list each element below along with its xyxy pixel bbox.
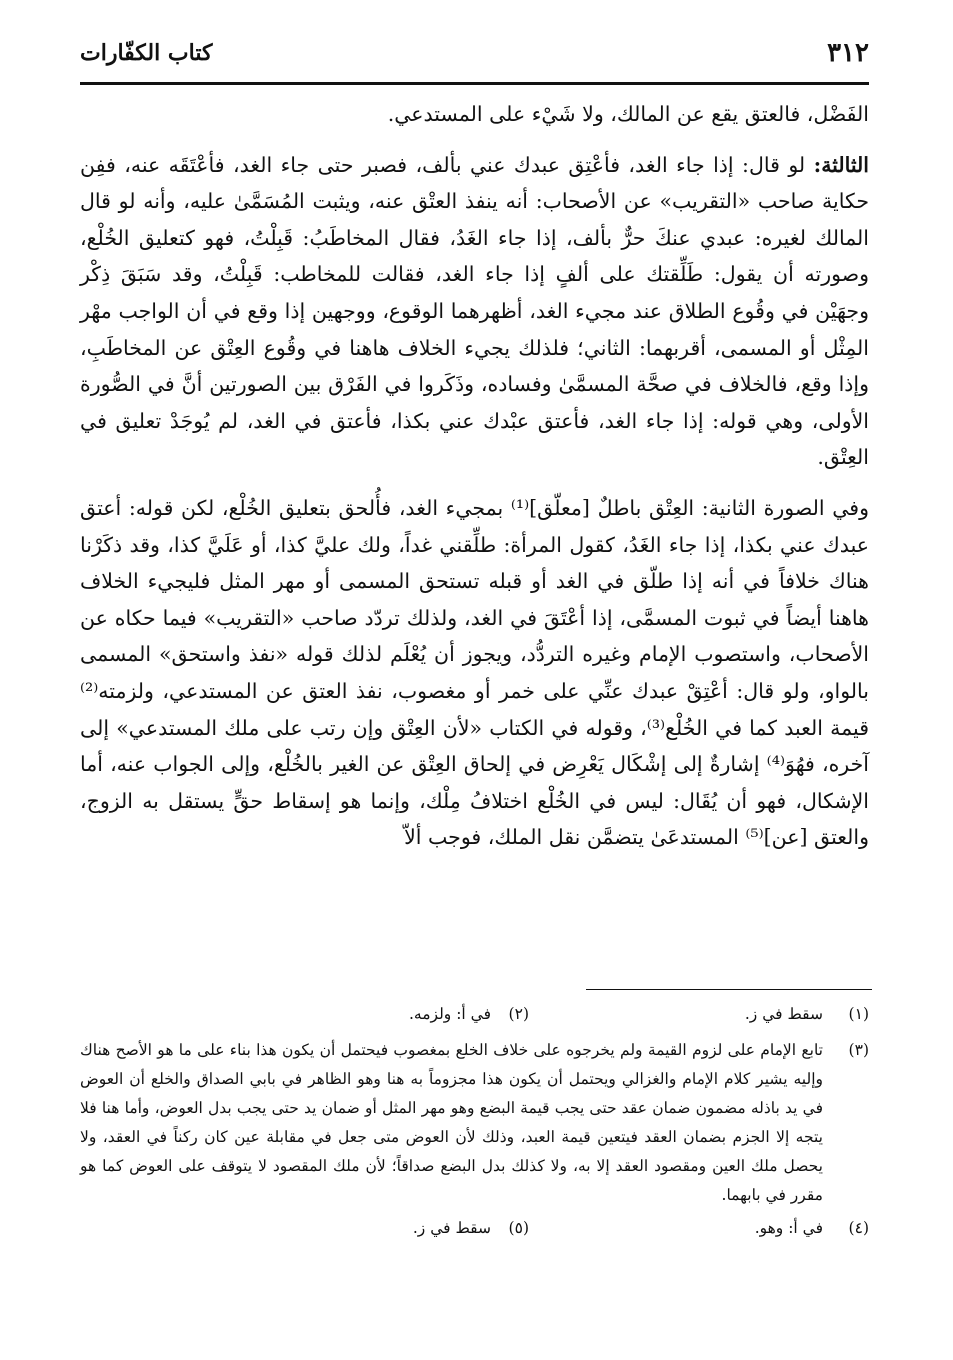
footnote-marker: (٥) (508, 1219, 529, 1237)
footnote-marker: (٤) (848, 1219, 869, 1237)
main-text (80, 96, 869, 856)
footnotes (80, 1000, 869, 1250)
footnote-marker: (٢) (508, 1005, 529, 1023)
section-lead: الثالثة: (813, 152, 869, 177)
paragraph-text: وفي الصورة الثانية: العِتْق باطلٌ [معلّق]⁽¹⁾ بمجيء الغد، فأُلحق بتعليق الخُلْع، لكن قوله: أعتق عبدك عني بكذا، إذا جاء الغَدُ، كقول المرأة: طلِّقني غداً، ولك عليَّ كذا، أو عَلَيَّ كذا، وقد ذكَرْنا هناك خلافاً في أنه إذا طلّق في الغد أو قبله تستحق المسمى أو مهر المثل فليجيء الخلاف هاهنا أيضاً في ثبوت المسمَّى، إذا أعْتَقَ في الغد، ولذلك تردّد صاحب «التقريب» فيما حكاه عن الأصحاب، واستصوب الإمام وغيره التردُّد، ويجوز أن يُعْلَم لذلك قوله «نفذ واستحق» المسمى بالواو، ولو قال: أعْتِقْ عبدك عنِّي على خمر أو مغصوب، نفذ العتق عن المستدعي، ولزمته⁽²⁾ قيمة العبد كما في الخُلْع⁽³⁾، وقوله في الكتاب «لأن العِتْق وإن رتب على ملك المستدعي» إلى آخره، فهُوَ⁽⁴⁾ إشارةٌ إلى إشْكَال يَعْرِض في إلحاق العِتْق عن الغير بالخُلْع، وإلى الجواب عنه، أما الإشكال، فهو أن يُقَال: ليس في الخُلْع اختلافُ مِلْك، وإنما هو إسقاط حقٍّ يستقل به الزوج، والعتق [عن]⁽⁵⁾ المستدعَىٰ يتضمَّن نقل الملك، فوجب ألاّ (80, 495, 869, 850)
footnote-text: في أ: وهو. (754, 1219, 823, 1237)
footnote-text: تابع الإمام على لزوم القيمة ولم يخرجوه على خلاف الخلع بمغصوب فيحتمل أن يكون هذا بناء على ما هو الأصح هناك وإليه يشير كلام الإمام والغزالي ويحتمل أن يكون هذا مجزوماً به هنا وهو الظاهر في بابي الصداق والخلع أن العوض في يد باذله مضمون ضمان عقد حتى يجب قيمة البضع وهو مهر المثل أو ضمان يد حتى يجب بدل العوض، وأما هنا فلا يتجه إلا الجزم بضمان العقد فيتعين قيمة العبد، وذلك لأن العوض متى جعل في مقابلة عين كان ركناً في العقد، ولا يحصل ملك العين ومقصود العقد إلا به، ولا كذلك بدل البضع صداقاً؛ لأن ملك المقصود لا يتوقف على العوض كما هو مقرر في بابهما. (80, 1041, 823, 1204)
paragraph-2 (80, 147, 869, 476)
footnote-text: في أ: ولزمه. (408, 1005, 491, 1023)
book-title: كتاب الكفّارات (80, 40, 213, 66)
paragraph-text: لو قال: إذا جاء الغد، فأعْتِق عبدك عني بألف، فصبر حتى جاء الغد، فأعْتَقَه عنه، ففِن حكاية صاحب «التقريب» عن الأصحاب: أنه ينفذ العتْق عنه، ويثبت المُسَمَّىٰ عليه، وأنه لو قال المالك لغيره: عبدي عنكَ حرٌّ بألف، إذا جاء الغَدُ، فقال المخاطَبُ: قَبِلْتُ، فهو كتعليق الخُلْع، وصورته أن يقول: طَلِّقتك على ألفٍ إذا جاء الغد، فقالت للمخاطب: قَبِلْتُ، وقد سَبَقَ ذِكْر وجهَيْن في وقُوع الطلاق عند مجيء الغد، أظهرهما الوقوع، ووجهين إذا وقع في أن الواجب مهْر المِثْل أو المسمى، أقربهما: الثاني؛ فلذلك يجيء الخلاف هاهنا في وقُوع العِتْق عن المخاطَبِ، وإذا وقع، فالخلاف في صحَّة المسمَّىٰ وفساده، وذَكَروا في الفَرْق بين الصورتين أنَّ في الصُّورة الأولى، وهي قوله: إذا جاء الغد، فأعتق عبْدك عني بكذا، فأعتق في الغد، لم يُوجَدْ تعليق في العِتْق. (80, 152, 869, 470)
footnote-divider (586, 989, 872, 990)
page-number: ٣١٢ (827, 38, 869, 68)
footnote-marker: (١) (848, 1005, 869, 1023)
paragraph-3 (80, 490, 869, 856)
footnote-text: سقط في ز. (412, 1219, 491, 1237)
paragraph-text: الفَضْل، فالعتق يقع عن المالك، ولا شَيْء على المستدعي. (387, 102, 869, 126)
paragraph-1 (80, 96, 869, 133)
footnote-text: سقط في ز. (744, 1005, 823, 1023)
running-header (80, 30, 869, 85)
footnote-long (80, 1036, 869, 1210)
footnote-row (80, 1000, 869, 1032)
footnote-marker: (٣) (848, 1041, 869, 1059)
footnote-row (80, 1214, 869, 1246)
